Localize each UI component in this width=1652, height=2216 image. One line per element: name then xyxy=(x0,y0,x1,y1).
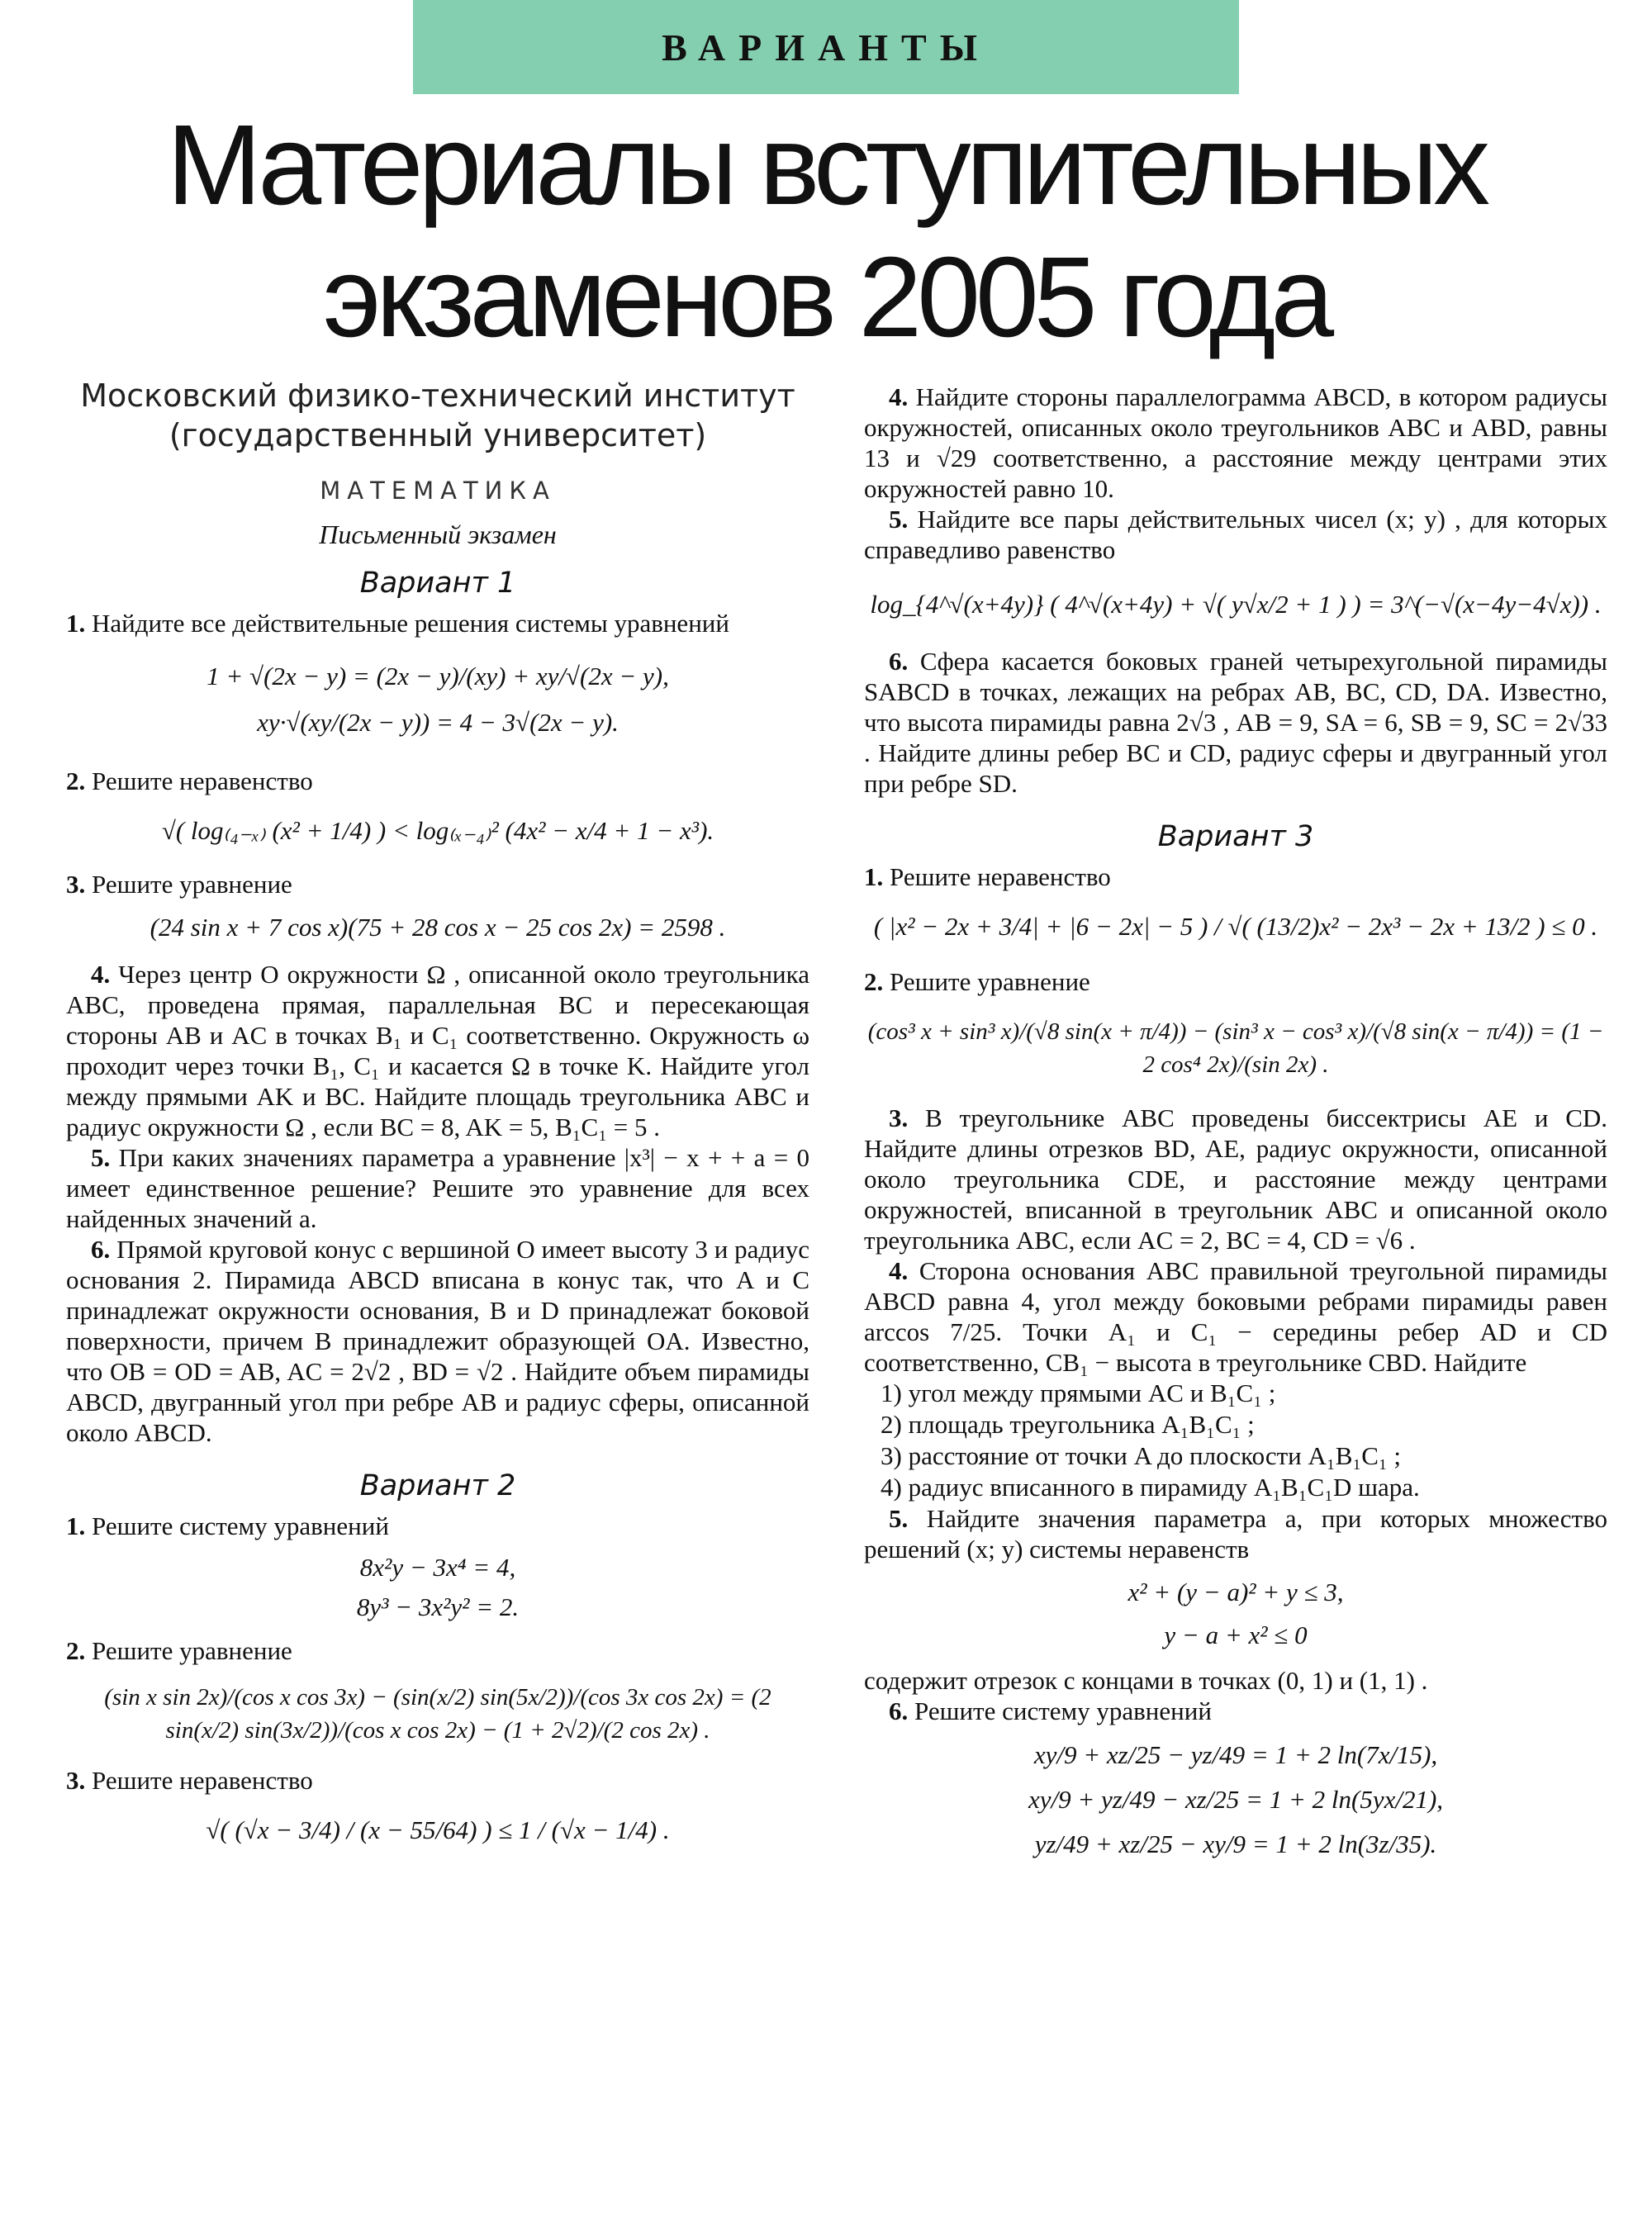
institution-name xyxy=(66,376,809,455)
v3-problem-6-formula: xy/9 + xz/25 − yz/49 = 1 + 2 ln(7x/15), xy/9 + yz/49 − xz/25 = 1 + 2 ln(5yx/21), yz/49 + xz/25 − xy/9 = 1 + 2 ln(3z/35). xyxy=(1028,1740,1444,1858)
v1-problem-5 xyxy=(66,1142,809,1234)
problem-text: В треугольнике ABC проведены биссектрисы AE и CD. Найдите длины отрезков BD, AE, радиус окружности, описанной около треугольника CDE, и расстояние между центрами окружностей, вписанной в треугольник ABC и описанной около треугольника ABC, если AC = 2, BC = 4, CD = √6 . xyxy=(864,1103,1608,1255)
institution-line-1: Московский физико-технический институт xyxy=(80,377,795,414)
v2-problem-1-formula: 8x²y − 3x⁴ = 4, 8y³ − 3x²y² = 2. xyxy=(356,1553,520,1621)
left-column xyxy=(66,376,809,1855)
list-item: 3) расстояние от точки A до плоскости A₁B₁C₁ ; xyxy=(881,1441,1402,1470)
problem-text: Решите систему уравнений xyxy=(92,1511,389,1540)
section-banner xyxy=(413,0,1239,94)
problem-number: 2. xyxy=(864,967,884,996)
v3-problem-3 xyxy=(864,1103,1607,1255)
v3-problem-4-items xyxy=(864,1378,1607,1503)
v3-problem-2 xyxy=(864,966,1607,997)
v1-problem-2 xyxy=(66,766,809,796)
problem-text: Сторона основания ABC правильной треугольной пирамиды ABCD равна 4, угол между боковыми ребрами пирамиды равен arccos 7/25. Точки A₁ и C₁ − середины ребер AD и CD соответственно, CB₁ − высота в треугольнике CBD. Найдите xyxy=(864,1256,1608,1377)
subject-heading: МАТЕМАТИКА xyxy=(320,477,556,505)
v3-problem-6 xyxy=(864,1696,1607,1726)
problem-number: 3. xyxy=(66,870,86,899)
v2-problem-2 xyxy=(66,1635,809,1666)
v1-problem-3-formula: (24 sin x + 7 cos x)(75 + 28 cos x − 25 cos 2x) = 2598 . xyxy=(150,913,726,942)
problem-number: 2. xyxy=(66,766,86,795)
exam-type: Письменный экзамен xyxy=(319,520,557,549)
list-item: 4) радиус вписанного в пирамиду A₁B₁C₁D шара. xyxy=(881,1473,1420,1502)
problem-number: 1. xyxy=(66,1511,86,1540)
problem-text: Решите уравнение xyxy=(92,870,292,899)
problem-number: 6. xyxy=(889,647,909,676)
v2-problem-2-formula: (sin x sin 2x)/(cos x cos 3x) − (sin(x/2) sin(5x/2))/(cos 3x cos 2x) = (2 sin(x/2) sin(3x/2))/(cos x cos 2x) − (1 + 2√2)/(2 cos 2x) . xyxy=(104,1684,771,1744)
v3-problem-1 xyxy=(864,861,1607,892)
v3-problem-5-formula: x² + (y − a)² + y ≤ 3, y − a + x² ≤ 0 xyxy=(1127,1578,1344,1649)
v3-problem-2-formula: (cos³ x + sin³ x)/(√8 sin(x + π/4)) − (sin³ x − cos³ x)/(√8 sin(x − π/4)) = (1 − 2 cos⁴ 2x)/(sin 2x) . xyxy=(867,1018,1604,1078)
list-item: 1) угол между прямыми AC и B₁C₁ ; xyxy=(881,1378,1276,1407)
problem-text: Найдите значения параметра a, при которых множество решений (x; y) системы неравенств xyxy=(864,1504,1608,1564)
problem-number: 3. xyxy=(889,1103,909,1132)
v3-problem-4 xyxy=(864,1255,1607,1378)
title-line-1: Материалы вступительных xyxy=(166,102,1486,229)
v1-problem-4 xyxy=(66,959,809,1142)
problem-number: 5. xyxy=(889,1504,909,1533)
v2-problem-3 xyxy=(66,1765,809,1796)
problem-number: 6. xyxy=(91,1235,111,1264)
problem-number: 2. xyxy=(66,1636,86,1665)
v2-problem-1 xyxy=(66,1511,809,1541)
v1-problem-1-formula: 1 + √(2x − y) = (2x − y)/(xy) + xy/√(2x − y), xy·√(xy/(2x − y)) = 4 − 3√(2x − y). xyxy=(206,662,669,737)
problem-number: 3. xyxy=(66,1766,86,1795)
v1-problem-2-formula: √( log₍₄₋ₓ₎ (x² + 1/4) ) < log₍ₓ₋₄₎² (4x² − x/4 + 1 − x³). xyxy=(161,816,714,845)
right-column xyxy=(864,382,1607,1875)
problem-text: Решите неравенство xyxy=(890,862,1111,891)
problem-number: 6. xyxy=(889,1696,909,1725)
v2-problem-5 xyxy=(864,504,1607,565)
v1-problem-6 xyxy=(66,1234,809,1448)
problem-number: 4. xyxy=(889,382,909,411)
problem-number: 5. xyxy=(91,1143,111,1172)
banner-label: ВАРИАНТЫ xyxy=(662,26,990,69)
problem-text: Найдите все действительные решения системы уравнений xyxy=(92,609,729,638)
v1-problem-3 xyxy=(66,869,809,899)
problem-number: 5. xyxy=(889,505,909,534)
page-title xyxy=(0,99,1652,363)
problem-text: Прямой круговой конус с вершиной O имеет высоту 3 и радиус основания 2. Пирамида ABCD вписана в конус так, что A и C принадлежат окружности основания, B и D принадлежат боковой поверхности, причем B принадлежит образующей OA. Известно, что OB = OD = AB, AC = 2√2 , BD = √2 . Найдите объем пирамиды ABCD, двугранный угол при ребре AB и радиус сферы, описанной около ABCD. xyxy=(66,1235,810,1447)
v3-problem-1-formula: ( |x² − 2x + 3/4| + |6 − 2x| − 5 ) / √( (13/2)x² − 2x³ − 2x + 13/2 ) ≤ 0 . xyxy=(873,912,1598,941)
problem-text: Решите неравенство xyxy=(92,1766,313,1795)
problem-number: 4. xyxy=(91,960,111,989)
variant-2-heading: Вариант 2 xyxy=(359,1469,516,1502)
variant-3-heading: Вариант 3 xyxy=(1157,820,1314,853)
problem-text: Решите уравнение xyxy=(92,1636,292,1665)
problem-number: 1. xyxy=(864,862,884,891)
v3-problem-5 xyxy=(864,1503,1607,1564)
problem-number: 1. xyxy=(66,609,86,638)
problem-text: Решите уравнение xyxy=(890,967,1090,996)
problem-text: Решите неравенство xyxy=(92,766,313,795)
problem-text: Через центр O окружности Ω , описанной около треугольника ABC, проведена прямая, параллельная BC и пересекающая стороны AB и AC в точках B₁ и C₁ соответственно. Окружность ω проходит через точки B₁, C₁ и касается Ω в точке K. Найдите угол между прямыми AK и BC. Найдите площадь треугольника ABC и радиус окружности Ω , если BC = 8, AK = 5, B₁C₁ = 5 . xyxy=(66,960,810,1141)
v2-problem-5-formula: log_{4^√(x+4y)} ( 4^√(x+4y) + √( y√x/2 + 1 ) ) = 3^(−√(x−4y−4√x)) . xyxy=(870,590,1602,619)
problem-text: Найдите стороны параллелограмма ABCD, в котором радиусы окружностей, описанных около треугольников ABC и ABD, равны 13 и √29 соответственно, а расстояние между центрами этих окружностей равно 10. xyxy=(864,382,1608,503)
problem-text: Решите систему уравнений xyxy=(914,1696,1212,1725)
variant-1-heading: Вариант 1 xyxy=(359,567,516,600)
v2-problem-6 xyxy=(864,646,1607,799)
problem-text: При каких значениях параметра a уравнение |x³| − x + + a = 0 имеет единственное решение? Решите это уравнение для всех найденных значений a. xyxy=(66,1143,810,1233)
v2-problem-4 xyxy=(864,382,1607,504)
v3-problem-5-after: содержит отрезок с концами в точках (0, 1) и (1, 1) . xyxy=(864,1666,1428,1695)
title-line-2: экзаменов 2005 года xyxy=(322,234,1330,361)
list-item: 2) площадь треугольника A₁B₁C₁ ; xyxy=(881,1410,1255,1439)
problem-text: Сфера касается боковых граней четырехугольной пирамиды SABCD в точках, лежащих на ребрах AB, BC, CD, DA. Известно, что высота пирамиды равна 2√3 , AB = 9, SA = 6, SB = 9, SC = 2√33 . Найдите длины ребер BC и CD, радиус сферы и двугранный угол при ребре SD. xyxy=(864,647,1607,798)
institution-line-2: (государственный университет) xyxy=(169,417,707,453)
v1-problem-1 xyxy=(66,608,809,638)
problem-number: 4. xyxy=(889,1256,909,1285)
problem-text: Найдите все пары действительных чисел (x; y) , для которых справедливо равенство xyxy=(864,505,1608,564)
v2-problem-3-formula: √( (√x − 3/4) / (x − 55/64) ) ≤ 1 / (√x − 1/4) . xyxy=(206,1815,670,1844)
